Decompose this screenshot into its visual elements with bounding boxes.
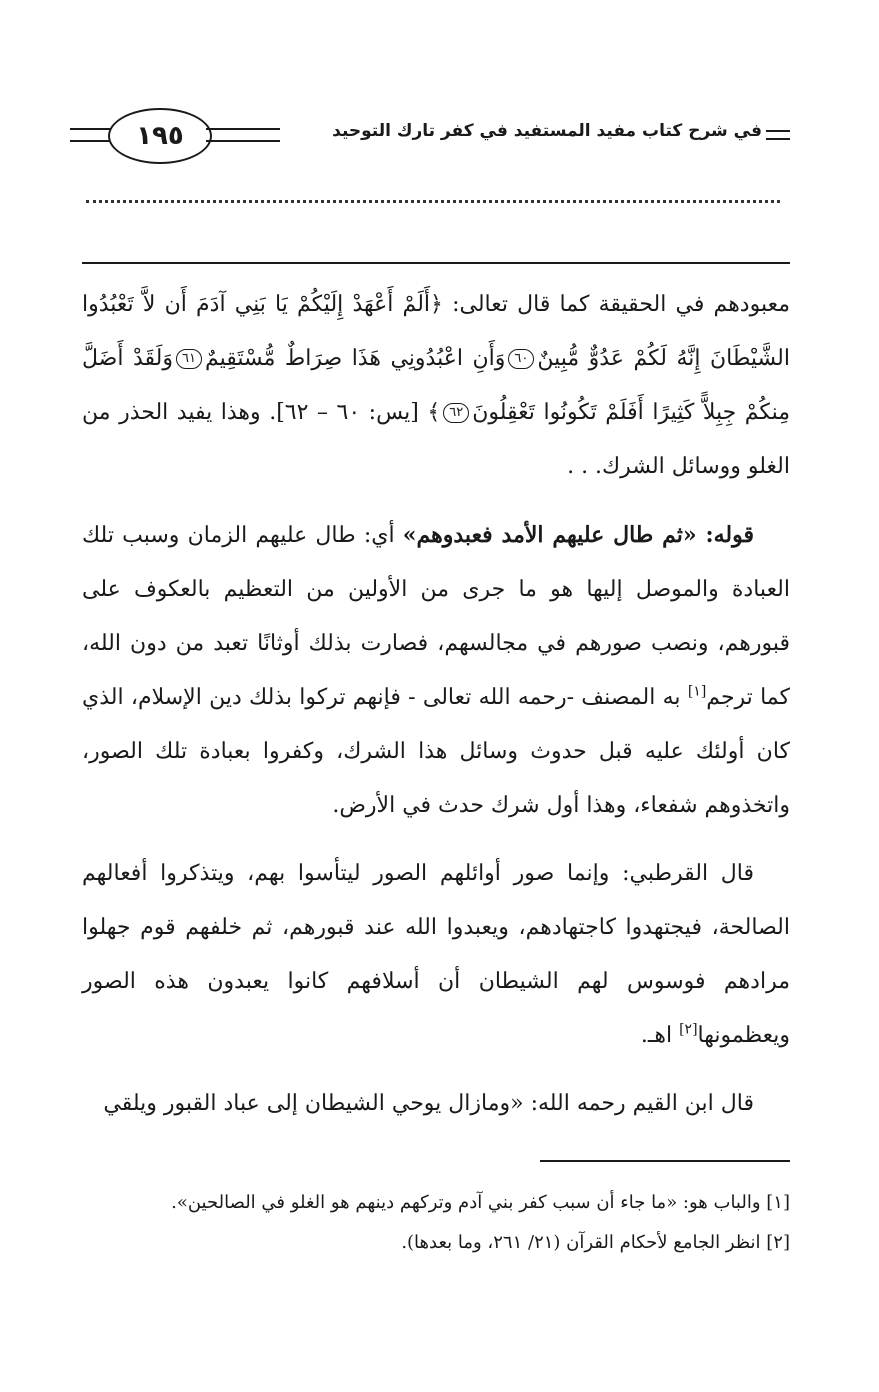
footnote-1: [١] والباب هو: «ما جاء أن سبب كفر بني آدم وتركهم دينهم هو الغلو في الصالحين». [171, 1192, 790, 1213]
aya-number-62: ٦٢ [443, 403, 469, 423]
running-title: في شرح كتاب مفيد المستفيد في كفر تارك التوحيد [332, 121, 762, 141]
paragraph-2-text-a: أي: طال عليهم الزمان وسبب تلك العبادة والموصل إليها هو ما جرى من الأولين من التعظيم بالعكوف على قبورهم، ونصب صورهم في مجالسهم، فصارت بذلك أوثانًا تعبد من دون الله، كما ترجم [82, 523, 790, 710]
header-rule-middle [206, 128, 280, 142]
footnotes [82, 1183, 790, 1263]
paragraph-1 [82, 278, 790, 494]
paragraph-3-text-a: قال القرطبي: وإنما صور أوائلهم الصور ليتأسوا بهم، ويتذكروا أفعالهم الصالحة، فيجتهدوا كاجتهادهم، ويعبدوا الله عند قبورهم، ثم خلفهم قوم جهلوا مرادهم فوسوس لهم الشيطان أن أسلافهم كانوا يعبدون هذه الصور ويعظمونها [82, 861, 790, 1048]
paragraph-1-tail: ﴾ [يس: ٦٠ – ٦٢]. وهذا يفيد الحذر من الغلو ووسائل الشرك. . . [82, 400, 790, 479]
aya-number-61: ٦١ [176, 349, 202, 369]
footnote-2: [٢] انظر الجامع لأحكام القرآن (٢١/ ٢٦١، وما بعدها). [401, 1232, 790, 1253]
page-header [70, 108, 790, 164]
top-rule [82, 262, 790, 264]
paragraph-4: قال ابن القيم رحمه الله: «ومازال يوحي الشيطان إلى عباد القبور ويلقي [103, 1091, 754, 1116]
footnote-ref-2[interactable]: [٢] [679, 1021, 698, 1038]
paragraph-2 [82, 508, 790, 833]
quoted-lead: قوله: «ثم طال عليهم الأمد فعبدوهم» [402, 522, 755, 548]
quran-verse-62: وَلَقَدْ أَضَلَّ مِنكُمْ جِبِلاًّ كَثِيرًا أَفَلَمْ تَكُونُوا تَعْقِلُونَ [82, 346, 790, 425]
quran-verse-60: معبودهم في الحقيقة كما قال تعالى: ﴿أَلَمْ أَعْهَدْ إِلَيْكُمْ يَا بَنِي آدَمَ أَن لاَّ تَعْبُدُوا الشَّيْطَانَ إِنَّهُ لَكُمْ عَدُوٌّ مُّبِينٌ [82, 292, 790, 371]
paragraph-2-text-b: به المصنف -رحمه الله تعالى - فإنهم تركوا بذلك دين الإسلام، الذي كان أولئك عليه قبل حدوث وسائل هذا الشرك، وكفروا بعبادة تلك الصور، واتخذوهم شفعاء، وهذا أول شرك حدث في الأرض. [82, 685, 790, 818]
page-number: ١٩٥ [136, 121, 184, 151]
aya-number-60: ٦٠ [508, 349, 534, 369]
paragraph-3 [82, 847, 790, 1063]
footnote-ref-1[interactable]: [١] [687, 683, 707, 700]
header-rule-right [766, 130, 790, 140]
dotted-separator [86, 200, 780, 203]
main-text [82, 278, 790, 1145]
page-number-badge [108, 108, 212, 164]
header-rule-left [70, 128, 110, 142]
paragraph-3-text-b: اهـ. [640, 1023, 680, 1048]
quran-verse-61: وَأَنِ اعْبُدُونِي هَذَا صِرَاطٌ مُّسْتَقِيمٌ [204, 346, 506, 371]
footnote-rule [540, 1160, 790, 1162]
